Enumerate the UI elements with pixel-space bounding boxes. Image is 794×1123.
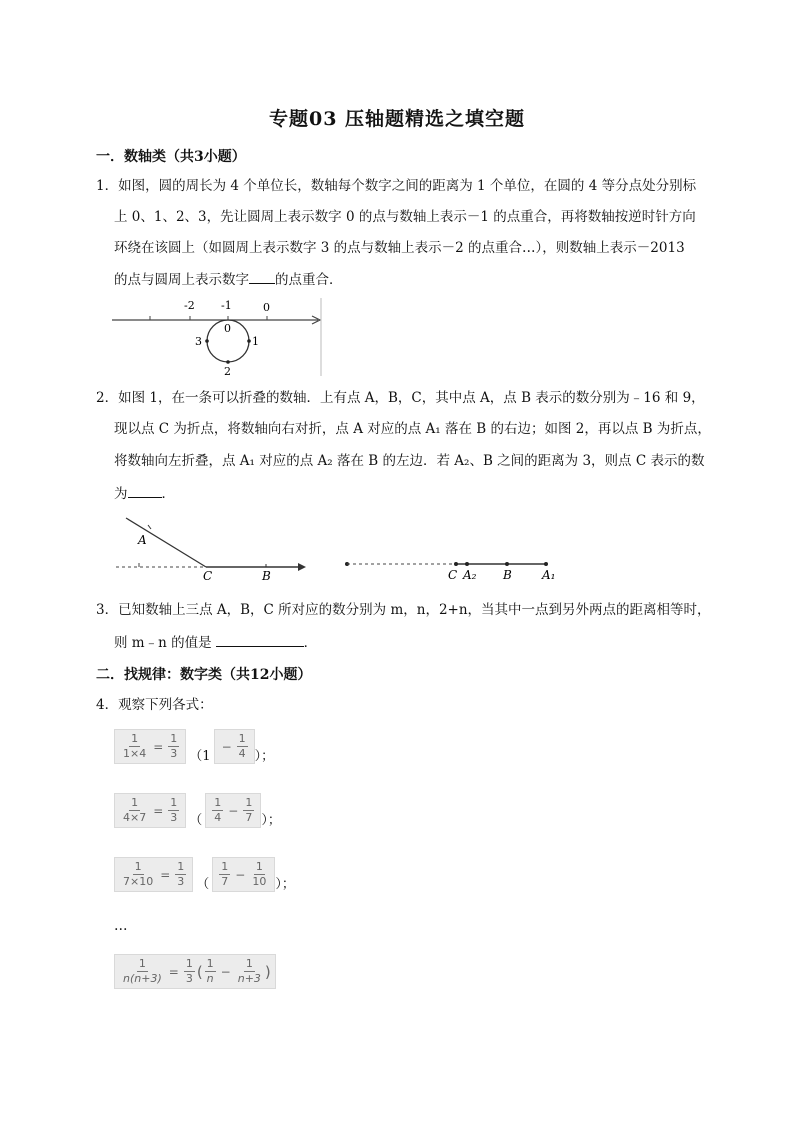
q2-line-2: 现以点 C 为折点，将数轴向右对折，点 A 对应的点 A₁ 落在 B 的右边；如图 2，再以点 B 为折点， — [114, 421, 711, 437]
minus-sign: − — [221, 739, 232, 754]
denominator: 1×4 — [123, 747, 147, 760]
q1-line-4 — [114, 269, 343, 290]
equals-sign: = — [153, 739, 164, 754]
formula-general-box — [114, 954, 276, 989]
point-a-tick — [148, 525, 151, 529]
minus-sign: − — [228, 803, 239, 818]
frac-1-over-7 — [243, 796, 254, 825]
numerator: 1 — [221, 860, 229, 873]
numerator: 1 — [177, 860, 185, 873]
denominator: n(n+3) — [123, 972, 162, 985]
page-title: 专题03 压轴题精选之填空题 — [268, 108, 526, 130]
formula-3-lhs — [114, 857, 193, 892]
numerator: 1 — [131, 796, 139, 809]
label-a: A — [138, 533, 147, 547]
frac-1-over-1x4 — [121, 732, 148, 761]
point-c — [454, 562, 458, 566]
fig2-label-b: B — [503, 568, 512, 582]
formula-3 — [114, 857, 295, 892]
axis-label-minus-1: -1 — [221, 299, 232, 312]
frac-1-over-4x7 — [121, 796, 148, 825]
frac-1-over-7 — [219, 860, 230, 889]
q2-answer-blank[interactable] — [128, 483, 162, 498]
denominator: 3 — [170, 811, 178, 824]
formula-3-rhs — [212, 857, 275, 892]
formula-1-rhs — [214, 729, 255, 764]
numerator: 1 — [238, 732, 246, 745]
numerator: 1 — [170, 796, 178, 809]
formula-2-rhs — [205, 793, 261, 828]
axis-label-zero: 0 — [263, 301, 270, 314]
equals-sign: = — [160, 867, 171, 882]
denominator: 4×7 — [123, 811, 147, 824]
denominator: 3 — [177, 875, 185, 888]
circle-label-0: 0 — [224, 322, 231, 335]
frac-1-over-4 — [237, 732, 248, 761]
frac-1-over-3 — [168, 796, 179, 825]
q2-text-a: 为 — [114, 486, 128, 502]
paren-open: （1 — [189, 749, 211, 764]
numerator: 1 — [245, 796, 253, 809]
label-c: C — [203, 569, 213, 583]
numerator: 1 — [134, 860, 142, 873]
q1-text-b: 的点重合． — [275, 272, 343, 288]
paren-close: ）； — [275, 877, 295, 892]
frac-1-over-3 — [175, 860, 186, 889]
circle-label-3: 3 — [195, 335, 202, 348]
denominator: 10 — [252, 875, 267, 888]
q3-answer-blank[interactable] — [216, 632, 304, 647]
q2-figure-2-fold — [330, 512, 570, 588]
q3-text-a: 则 m﹣n 的值是 — [114, 635, 212, 651]
denominator: 3 — [185, 972, 193, 985]
denominator: n+3 — [237, 972, 261, 985]
q3-line-2 — [114, 632, 317, 653]
frac-1-over-n-plus-3 — [236, 957, 263, 986]
formula-general — [114, 952, 276, 989]
minus-sign: − — [235, 867, 246, 882]
paren-close: ）； — [261, 813, 281, 828]
q1-line-3: 环绕在该圆上（如圆周上表示数字 3 的点与数轴上表示－2 的点重合…），则数轴上表示－2013 — [114, 240, 685, 256]
point-a2 — [465, 562, 469, 566]
q1-text-a: 的点与圆周上表示数字 — [114, 272, 249, 288]
q2-line-3: 将数轴向左折叠，点 A₁ 对应的点 A₂ 落在 B 的左边．若 A₂、B 之间的距离为 3，则点 C 表示的数 — [114, 453, 705, 469]
circle-label-1: 1 — [252, 335, 259, 348]
denominator: 4 — [238, 747, 246, 760]
denominator: 7 — [245, 811, 253, 824]
point-a1 — [544, 562, 548, 566]
frac-1-over-n-n-plus-3 — [121, 957, 164, 986]
frac-1-over-10 — [250, 860, 268, 889]
q1-figure-number-line-circle — [110, 294, 326, 378]
frac-1-over-7x10 — [121, 860, 155, 889]
q1-answer-blank[interactable] — [249, 269, 275, 284]
q2-figure-1-fold — [112, 512, 312, 586]
fig2-label-c: C — [448, 568, 458, 582]
circle-point-2 — [226, 360, 230, 364]
q2-line-4 — [114, 483, 175, 504]
formula-2 — [114, 793, 281, 828]
denominator: n — [206, 972, 214, 985]
section-heading-number-line: 一．数轴类（共3小题） — [96, 149, 246, 165]
denominator: 3 — [170, 747, 178, 760]
q2-line-1: 2．如图 1，在一条可以折叠的数轴．上有点 A，B，C，其中点 A，点 B 表示的数分别为﹣16 和 9， — [96, 390, 705, 406]
equals-sign: = — [153, 803, 164, 818]
denominator: 7×10 — [123, 875, 154, 888]
denominator: 7 — [221, 875, 229, 888]
numerator: 1 — [185, 957, 193, 970]
paren-close: ）； — [254, 749, 275, 764]
numerator: 1 — [255, 860, 263, 873]
numerator: 1 — [138, 957, 146, 970]
equals-sign: = — [168, 964, 179, 979]
paren-open: （ — [189, 813, 203, 828]
paren-open: （ — [196, 877, 210, 892]
q1-line-2: 上 0、1、2、3，先让圆周上表示数字 0 的点与数轴上表示－1 的点重合，再将数轴按逆时针方向 — [114, 209, 696, 225]
frac-1-over-3 — [184, 957, 195, 986]
frac-1-over-3 — [168, 732, 179, 761]
q3-line-1: 3．已知数轴上三点 A，B，C 所对应的数分别为 m，n，2+n，当其中一点到另外两点的距离相等时， — [96, 602, 711, 618]
fig2-label-a2: A₂ — [463, 568, 477, 582]
circle-point-1 — [247, 339, 251, 343]
denominator: 4 — [214, 811, 222, 824]
section-heading-patterns: 二．找规律：数字类（共12小题） — [96, 667, 312, 683]
fig1-arrow — [298, 563, 306, 571]
ellipsis: … — [114, 918, 128, 934]
circle-point-3 — [205, 339, 209, 343]
formula-1 — [114, 729, 274, 764]
numerator: 1 — [170, 732, 178, 745]
numerator: 1 — [131, 732, 139, 745]
q1-line-1: 1．如图，圆的周长为 4 个单位长，数轴每个数字之间的距离为 1 个单位，在圆的 4 等分点处分别标 — [96, 178, 697, 194]
q2-text-b: ． — [161, 486, 175, 502]
numerator: 1 — [214, 796, 222, 809]
numerator: 1 — [206, 957, 214, 970]
numerator: 1 — [245, 957, 253, 970]
frac-1-over-n — [205, 957, 216, 986]
label-b: B — [262, 569, 271, 583]
point-b — [505, 562, 509, 566]
fig2-label-a1: A₁ — [542, 568, 556, 582]
paren-open: ( — [196, 962, 203, 981]
q3-text-b: ． — [303, 635, 318, 651]
formula-2-lhs — [114, 793, 186, 828]
q4-intro: 4．观察下列各式： — [96, 697, 213, 713]
frac-1-over-4 — [212, 796, 223, 825]
paren-close: ) — [264, 962, 271, 981]
axis-label-minus-2: -2 — [184, 299, 195, 312]
minus-sign: − — [220, 964, 231, 979]
formula-1-lhs — [114, 729, 186, 764]
circle-label-2: 2 — [224, 365, 231, 378]
